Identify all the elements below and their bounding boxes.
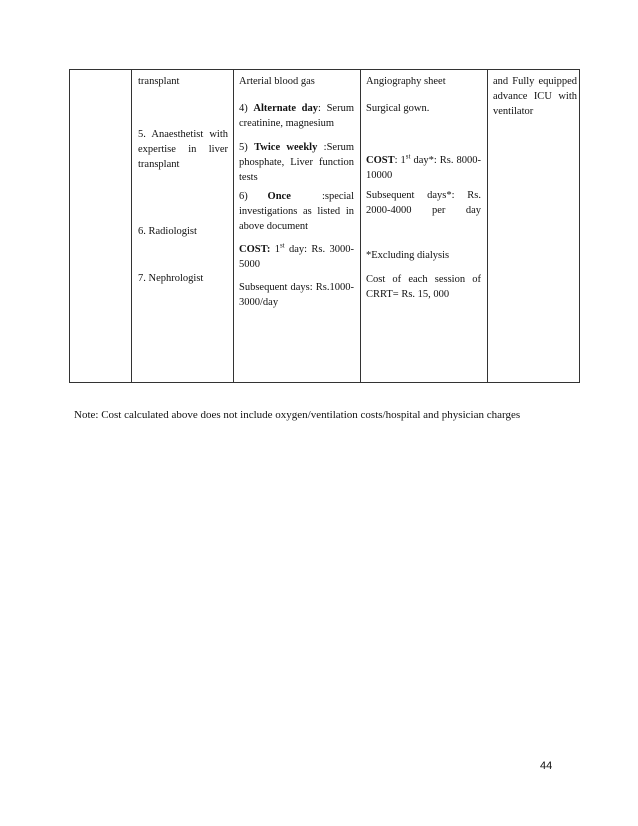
anaesthetist-item: 5. Anaesthetist with expertise in liver transplant	[138, 129, 228, 170]
cost-note: Note: Cost calculated above does not include oxygen/ventilation costs/hospital and physician charges	[74, 409, 521, 421]
subsequent-days-cost: Subsequent days*: Rs. 2000-4000 per day	[366, 190, 481, 216]
nephrologist-item: 7. Nephrologist	[138, 273, 204, 284]
arterial-blood-gas-text: Arterial blood gas	[239, 76, 315, 87]
excluding-dialysis-note: *Excluding dialysis	[366, 250, 450, 261]
page-number: 44	[540, 760, 553, 772]
once-item: 6) Once :special investigations as listed in above document	[239, 191, 355, 232]
column-divider	[487, 70, 488, 382]
cost-table	[69, 69, 580, 383]
surgical-gown-text: Surgical gown.	[366, 103, 430, 114]
column-divider	[131, 70, 132, 382]
column-divider	[233, 70, 234, 382]
column-divider	[360, 70, 361, 382]
crrt-cost: Cost of each session of CRRT= Rs. 15, 000	[366, 274, 481, 300]
transplant-text: transplant	[138, 76, 180, 87]
cost-first-day: COST: 1st day: Rs. 3000-5000	[239, 241, 354, 270]
icu-text: and Fully equipped advance ICU with ventilator	[493, 76, 577, 117]
subsequent-days-cost: Subsequent days: Rs.1000-3000/day	[239, 282, 354, 308]
cost-first-day: COST: 1st day*: Rs. 8000-10000	[366, 152, 481, 181]
angiography-sheet-text: Angiography sheet	[366, 76, 446, 87]
twice-weekly-item: 5) Twice weekly :Serum phosphate, Liver function tests	[239, 142, 354, 183]
alternate-day-item: 4) Alternate day: Serum creatinine, magnesium	[239, 103, 354, 129]
radiologist-item: 6. Radiologist	[138, 226, 197, 237]
